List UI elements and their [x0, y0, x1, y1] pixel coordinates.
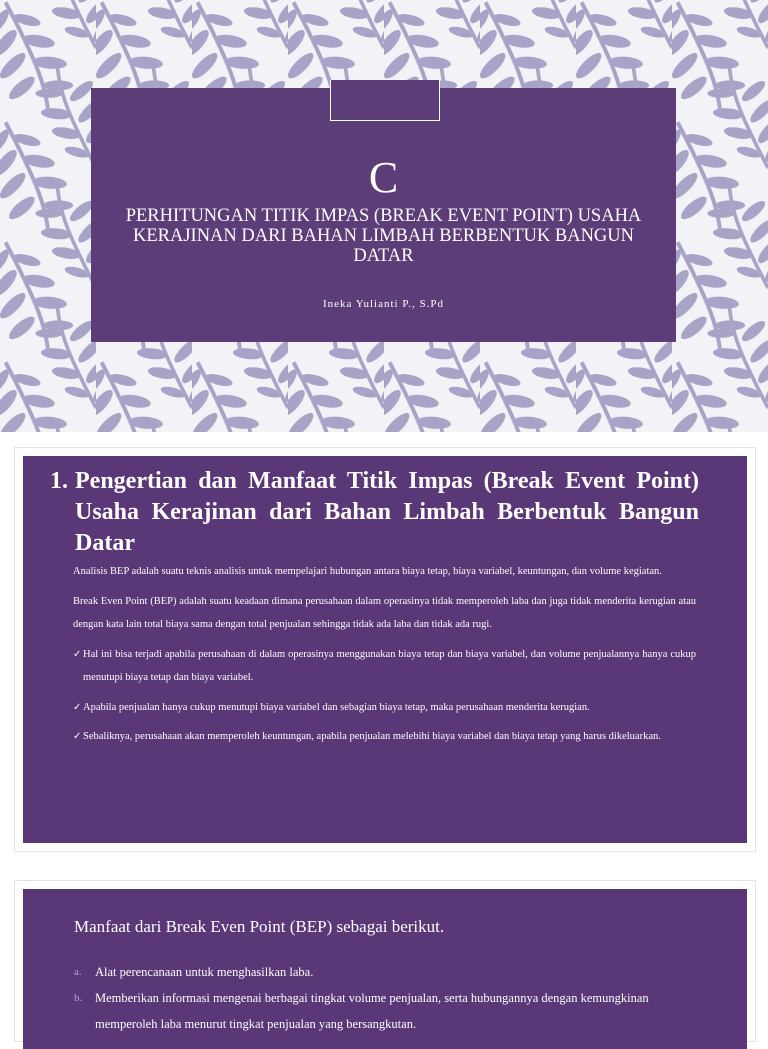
- list-item-text: Alat perencanaan untuk menghasilkan laba.: [95, 965, 314, 979]
- checkmark-icon: ✓: [73, 648, 82, 660]
- title-box: [91, 88, 676, 342]
- benefits-slide: [14, 880, 756, 1042]
- list-item-text: Memberikan informasi mengenai berbagai tingkat volume penjualan, serta hubungannya dengan kemungkinan memperoleh laba menurut tingkat penjualan yang bersangkutan.: [95, 991, 649, 1031]
- list-marker: b.: [74, 992, 83, 1004]
- heading-number: 1.: [50, 468, 68, 494]
- definition-slide: [14, 447, 756, 852]
- benefits-list: [74, 959, 674, 1037]
- author-name: Ineka Yulianti P., S.Pd: [323, 298, 444, 310]
- checklist-item: [73, 725, 696, 749]
- section-letter: C: [368, 153, 399, 202]
- paragraph-bep-analysis: Analisis BEP adalah suatu teknis analisis untuk mempelajari hubungan antara biaya tetap, biaya variabel, keuntungan, dan volume kegiatan.: [73, 566, 662, 577]
- definition-body: [73, 560, 696, 755]
- paragraph-bep-definition: Break Even Point (BEP) adalah suatu keadaan dimana perusahaan dalam operasinya tidak memperoleh laba dan juga tidak menderita kerugian atau dengan kata lain total biaya sama dengan total penjualan sehingga tidak ada laba dan tidak ada rugi.: [73, 595, 696, 630]
- checkmark-icon: ✓: [73, 701, 82, 713]
- title-tab-decoration: [330, 80, 440, 121]
- list-item: [74, 959, 674, 985]
- heading-text: Pengertian dan Manfaat Titik Impas (Break Event Point) Usaha Kerajinan dari Bahan Limbah Berbentuk Bangun Datar: [75, 468, 699, 556]
- checklist-text: Sebaliknya, perusahaan akan memperoleh keuntungan, apabila penjualan melebihi biaya variabel dan biaya tetap yang harus dikeluarkan.: [83, 731, 661, 742]
- checklist-item: [73, 643, 696, 690]
- list-marker: a.: [74, 966, 82, 978]
- checkmark-icon: ✓: [73, 731, 82, 742]
- title-slide: [0, 0, 768, 432]
- list-item: [74, 985, 674, 1037]
- checklist-text: Hal ini bisa terjadi apabila perusahaan di dalam operasinya menggunakan biaya tetap dan biaya variabel, dan volume penjualannya hanya cukup menutupi biaya tetap dan biaya variabel.: [83, 648, 696, 683]
- section-heading: [50, 466, 699, 559]
- benefits-slide-panel: [23, 889, 747, 1049]
- slide-title: PERHITUNGAN TITIK IMPAS (BREAK EVENT POINT) USAHA KERAJINAN DARI BAHAN LIMBAH BERBENTUK BANGUN DATAR: [125, 206, 642, 266]
- definition-slide-panel: [23, 456, 747, 843]
- benefits-heading: Manfaat dari Break Even Point (BEP) sebagai berikut.: [74, 917, 445, 936]
- checklist-item: [73, 696, 696, 720]
- checklist-text: Apabila penjualan hanya cukup menutupi biaya variabel dan sebagian biaya tetap, maka perusahaan menderita kerugian.: [83, 701, 590, 713]
